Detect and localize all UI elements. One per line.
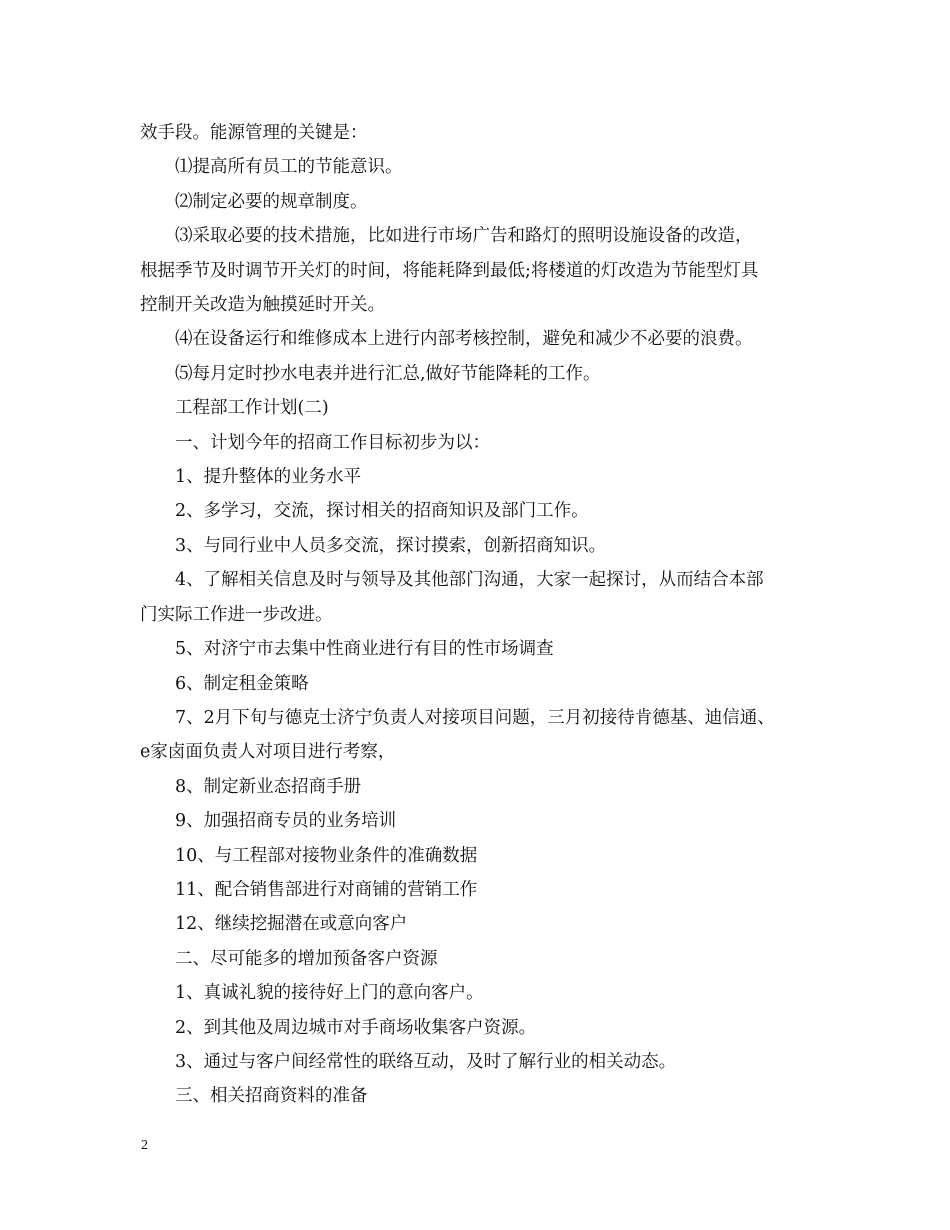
list-item: ⑵制定必要的规章制度。 bbox=[175, 191, 368, 212]
paragraph-line: 根据季节及时调节开关灯的时间，将能耗降到最低;将楼道的灯改造为节能型灯具 bbox=[140, 260, 759, 281]
paragraph-line: 效手段。能源管理的关键是： bbox=[140, 123, 368, 143]
page-number: 2 bbox=[141, 1138, 148, 1153]
list-item: ⑴提高所有员工的节能意识。 bbox=[175, 157, 403, 178]
list-item: 6、制定租金策略 bbox=[175, 673, 309, 694]
list-item: ⑶采取必要的技术措施，比如进行市场广告和路灯的照明设施设备的改造， bbox=[175, 226, 753, 247]
list-item: 4、了解相关信息及时与领导及其他部门沟通，大家一起探讨，从而结合本部 bbox=[175, 570, 764, 591]
list-item: ⑷在设备运行和维修成本上进行内部考核控制，避免和减少不必要的浪费。 bbox=[175, 329, 753, 350]
section-heading: 三、相关招商资料的准备 bbox=[175, 1086, 368, 1107]
list-item: 1、真诚礼貌的接待好上门的意向客户。 bbox=[175, 983, 484, 1004]
paragraph-line: 门实际工作进一步改进。 bbox=[140, 604, 333, 625]
list-item: ⑸每月定时抄水电表并进行汇总,做好节能降耗的工作。 bbox=[175, 363, 601, 384]
list-item: 8、制定新业态招商手册 bbox=[175, 776, 362, 797]
list-item: 12、继续挖掘潜在或意向客户 bbox=[175, 914, 408, 935]
paragraph-line: 控制开关改造为触摸延时开关。 bbox=[140, 295, 385, 316]
list-item: 3、与同行业中人员多交流，探讨摸索，创新招商知识。 bbox=[175, 535, 607, 556]
section-heading: 二、尽可能多的增加预备客户资源 bbox=[175, 948, 438, 969]
list-item: 2、多学习，交流，探讨相关的招商知识及部门工作。 bbox=[175, 501, 589, 522]
section-heading: 一、计划今年的招商工作目标初步为以： bbox=[175, 432, 490, 453]
list-item: 5、对济宁市去集中性商业进行有目的性市场调查 bbox=[175, 639, 554, 660]
list-item: 10、与工程部对接物业条件的准确数据 bbox=[175, 845, 478, 866]
list-item: 9、加强招商专员的业务培训 bbox=[175, 811, 397, 832]
paragraph-line: e家卤面负责人对项目进行考察， bbox=[140, 742, 396, 763]
list-item: 2、到其他及周边城市对手商场收集客户资源。 bbox=[175, 1017, 537, 1038]
document-body bbox=[140, 116, 840, 1114]
list-item: 1、提升整体的业务水平 bbox=[175, 467, 362, 488]
list-item: 11、配合销售部进行对商铺的营销工作 bbox=[175, 879, 478, 900]
list-item: 7、2月下旬与德克士济宁负责人对接项目问题，三月初接待肯德基、迪信通、 bbox=[175, 707, 775, 728]
section-heading: 工程部工作计划(二) bbox=[175, 398, 329, 419]
list-item: 3、通过与客户间经常性的联络互动，及时了解行业的相关动态。 bbox=[175, 1051, 677, 1072]
